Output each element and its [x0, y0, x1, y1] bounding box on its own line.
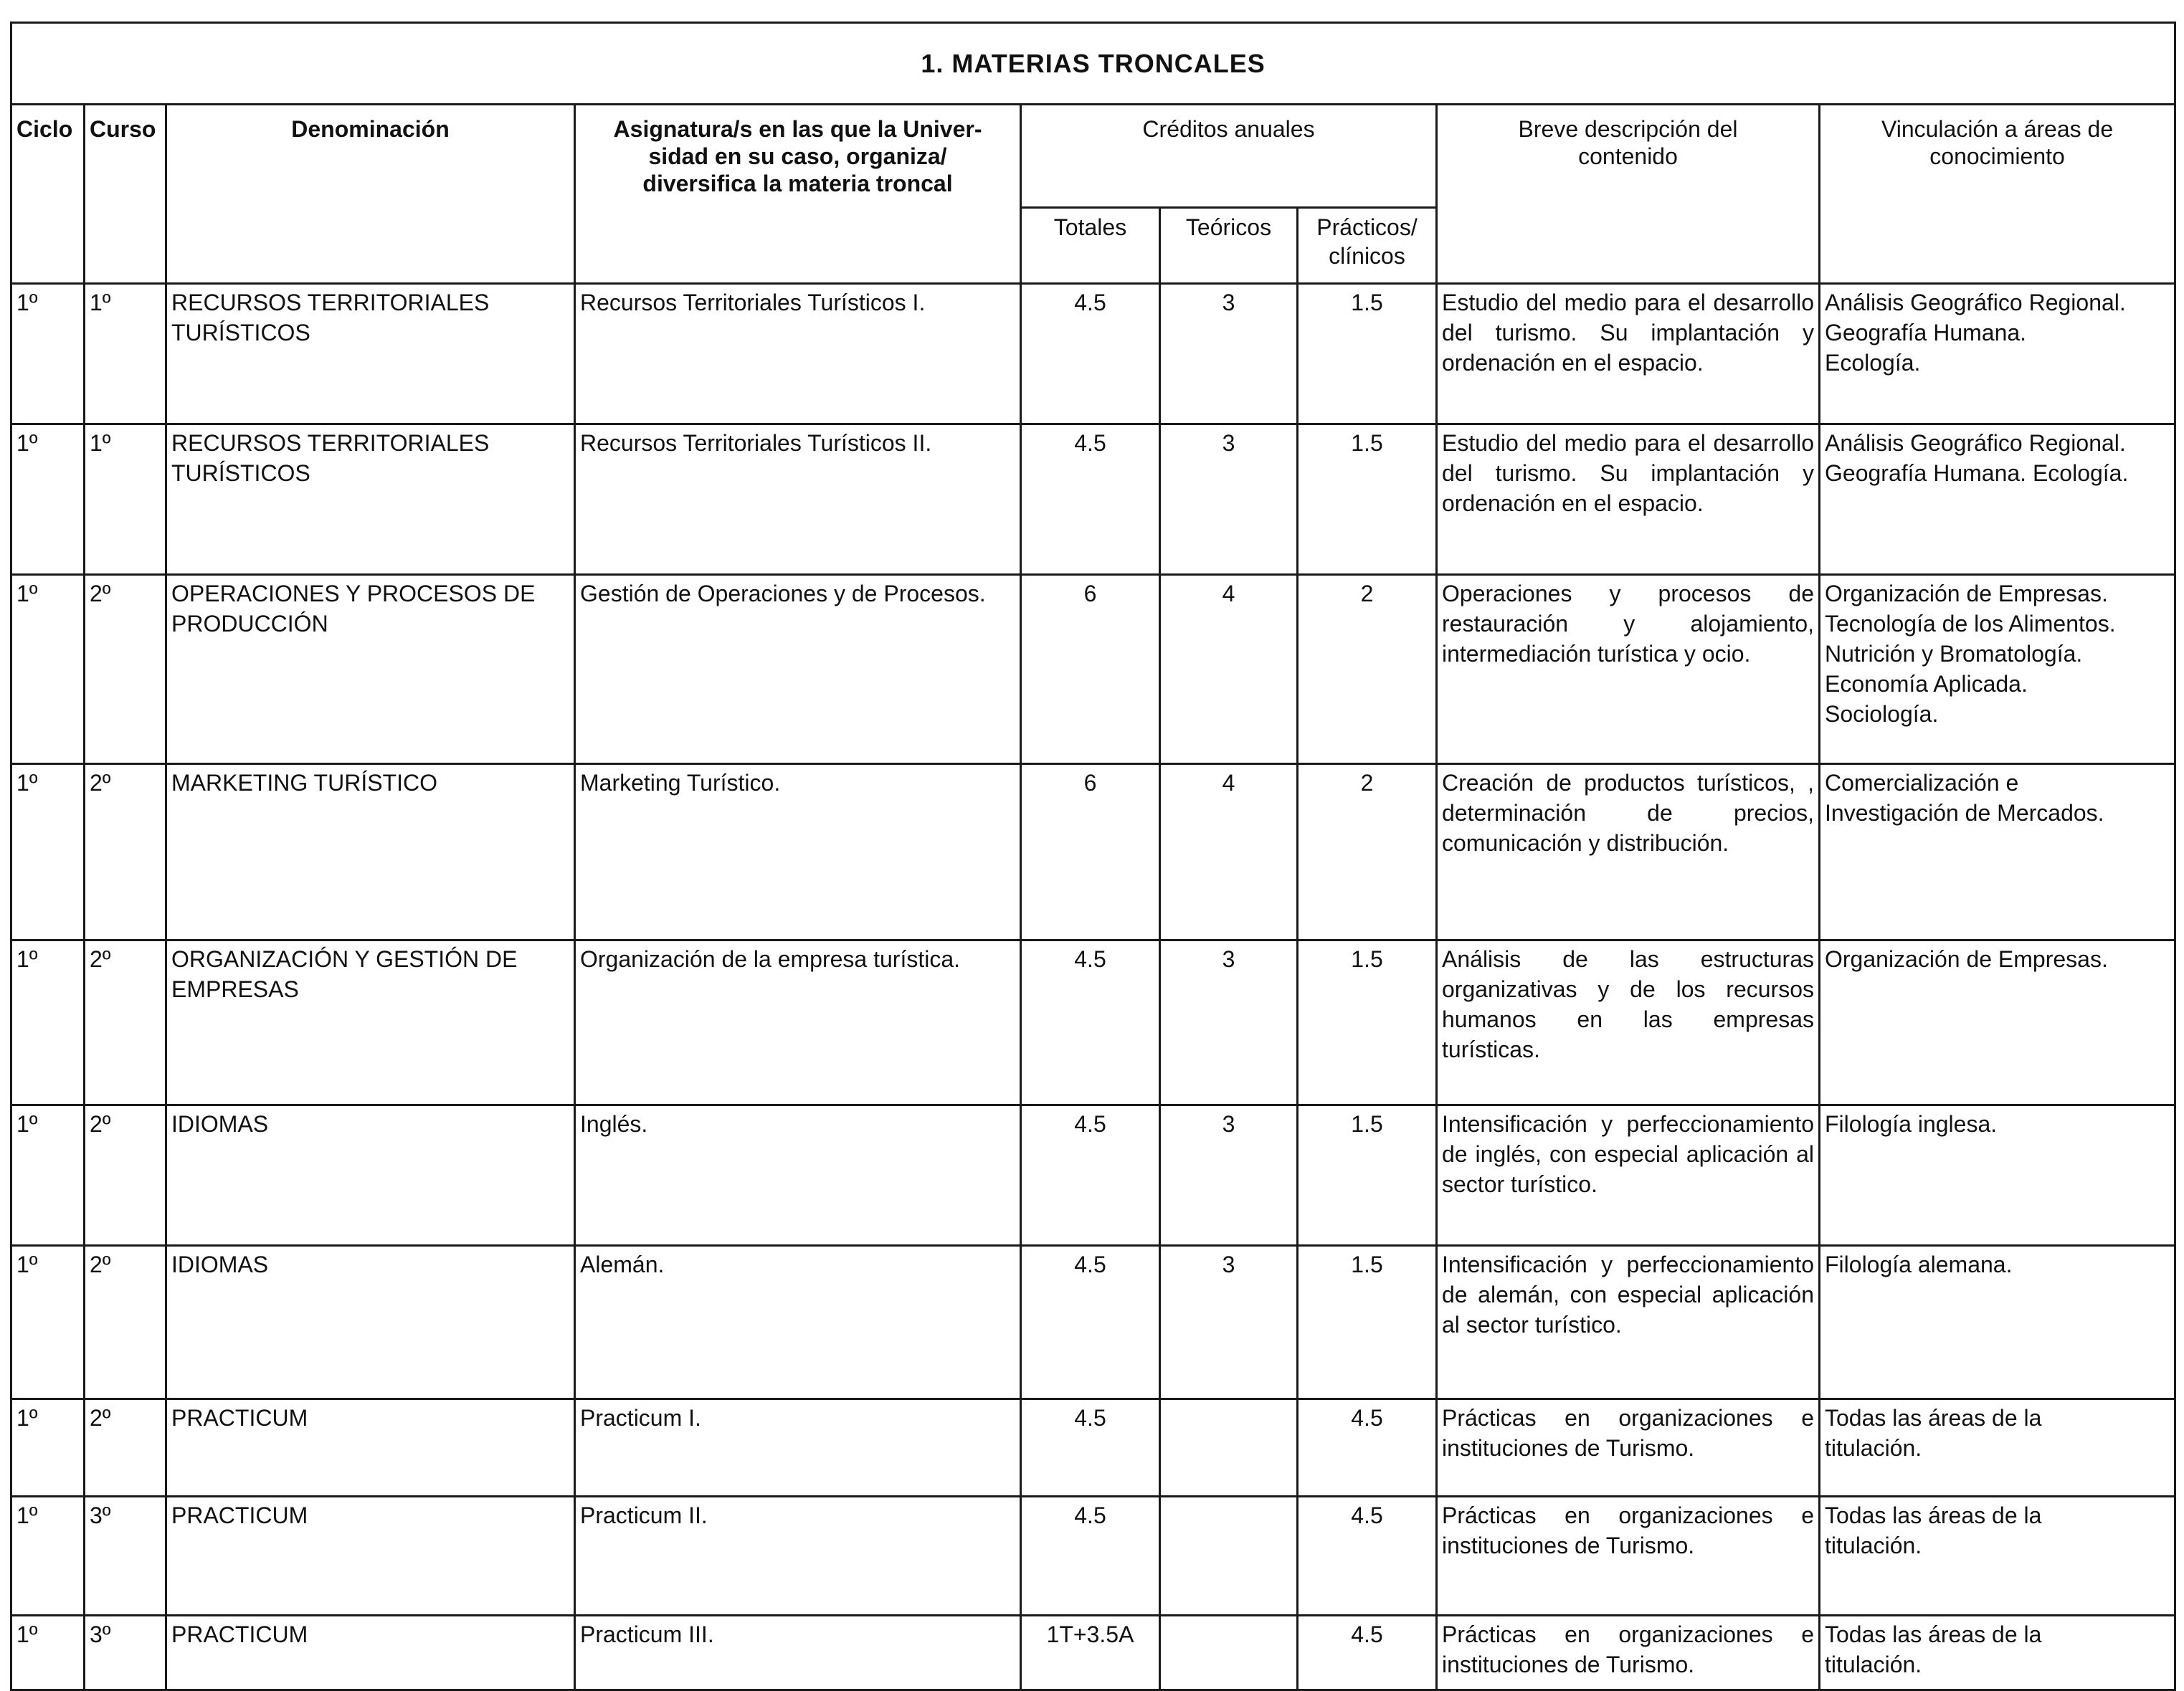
header-teoricos: Teóricos: [1160, 208, 1298, 284]
cell-teoricos: 4: [1160, 575, 1298, 764]
cell-vinculacion: [1820, 940, 2175, 1105]
vinculacion-area: Sociología.: [1825, 701, 1939, 727]
cell-vinculacion: [1820, 284, 2175, 424]
table-row: [11, 424, 2175, 575]
cell-denominacion: OPERACIONES Y PROCESOS DE PRODUCCIÓN: [166, 575, 575, 764]
cell-totales: 4.5: [1021, 284, 1160, 424]
cell-curso: 2º: [85, 940, 166, 1105]
table-row: [11, 1497, 2175, 1616]
vinculacion-area: Geografía Humana. Ecología.: [1825, 460, 2129, 486]
cell-asignatura: Alemán.: [575, 1246, 1021, 1399]
cell-teoricos: 3: [1160, 284, 1298, 424]
cell-teoricos: 3: [1160, 1246, 1298, 1399]
cell-asignatura: Gestión de Operaciones y de Procesos.: [575, 575, 1021, 764]
cell-curso: 3º: [85, 1497, 166, 1616]
cell-ciclo: 1º: [11, 1399, 85, 1497]
cell-vinculacion: [1820, 1105, 2175, 1246]
table-row: [11, 284, 2175, 424]
header-descripcion: [1437, 105, 1820, 284]
cell-totales: 6: [1021, 575, 1160, 764]
cell-vinculacion: [1820, 1399, 2175, 1497]
vinculacion-area: Organización de Empresas.: [1825, 946, 2108, 972]
cell-practicos: 1.5: [1298, 940, 1437, 1105]
cell-curso: 1º: [85, 284, 166, 424]
cell-ciclo: 1º: [11, 1246, 85, 1399]
cell-teoricos: [1160, 1399, 1298, 1497]
cell-descripcion: Prácticas en organizaciones e instituciones de Turismo.: [1437, 1616, 1820, 1690]
cell-asignatura: Recursos Territoriales Turísticos II.: [575, 424, 1021, 575]
cell-descripcion: Prácticas en organizaciones e instituciones de Turismo.: [1437, 1399, 1820, 1497]
cell-practicos: 2: [1298, 764, 1437, 940]
cell-practicos: 1.5: [1298, 284, 1437, 424]
cell-ciclo: 1º: [11, 284, 85, 424]
cell-totales: 4.5: [1021, 1246, 1160, 1399]
table-row: [11, 575, 2175, 764]
cell-asignatura: Inglés.: [575, 1105, 1021, 1246]
cell-teoricos: [1160, 1616, 1298, 1690]
cell-vinculacion: [1820, 1616, 2175, 1690]
header-asignaturas-line: sidad en su caso, organiza/: [648, 143, 947, 169]
table-row: [11, 940, 2175, 1105]
cell-denominacion: RECURSOS TERRITORIALES TURÍSTICOS: [166, 284, 575, 424]
cell-totales: 4.5: [1021, 1399, 1160, 1497]
vinculacion-area: Ecología.: [1825, 350, 1921, 376]
header-vinculacion: [1820, 105, 2175, 284]
cell-descripcion: Análisis de las estructuras organizativas y de los recursos humanos en las empresas turísticas.: [1437, 940, 1820, 1105]
header-asignaturas-line: Asignatura/s en las que la Univer-: [613, 116, 982, 142]
cell-descripcion: Estudio del medio para el desarrollo del turismo. Su implantación y ordenación en el espacio.: [1437, 284, 1820, 424]
cell-practicos: 1.5: [1298, 1246, 1437, 1399]
header-asignaturas: [575, 105, 1021, 284]
header-totales: Totales: [1021, 208, 1160, 284]
cell-ciclo: 1º: [11, 940, 85, 1105]
vinculacion-area: Análisis Geográfico Regional.: [1825, 430, 2126, 456]
vinculacion-area: Nutrición y Bromatología.: [1825, 641, 2083, 667]
cell-totales: 4.5: [1021, 1105, 1160, 1246]
cell-curso: 2º: [85, 1399, 166, 1497]
cell-practicos: 4.5: [1298, 1399, 1437, 1497]
vinculacion-area: titulación.: [1825, 1435, 1922, 1461]
cell-descripcion: Operaciones y procesos de restauración y alojamiento, intermediación turística y ocio.: [1437, 575, 1820, 764]
cell-curso: 3º: [85, 1616, 166, 1690]
cell-denominacion: PRACTICUM: [166, 1399, 575, 1497]
cell-curso: 2º: [85, 575, 166, 764]
header-ciclo: Ciclo: [11, 105, 85, 284]
cell-denominacion: MARKETING TURÍSTICO: [166, 764, 575, 940]
header-practicos: [1298, 208, 1437, 284]
cell-totales: 1T+3.5A: [1021, 1616, 1160, 1690]
cell-ciclo: 1º: [11, 1105, 85, 1246]
cell-totales: 4.5: [1021, 424, 1160, 575]
cell-teoricos: 4: [1160, 764, 1298, 940]
cell-ciclo: 1º: [11, 575, 85, 764]
cell-denominacion: PRACTICUM: [166, 1616, 575, 1690]
cell-practicos: 4.5: [1298, 1616, 1437, 1690]
cell-practicos: 1.5: [1298, 424, 1437, 575]
header-vinculacion-line: conocimiento: [1929, 143, 2065, 169]
header-practicos-line: clínicos: [1329, 243, 1405, 269]
cell-descripcion: Intensificación y perfeccionamiento de inglés, con especial aplicación al sector turístico.: [1437, 1105, 1820, 1246]
vinculacion-area: Organización de Empresas.: [1825, 581, 2108, 606]
vinculacion-area: titulación.: [1825, 1533, 1922, 1558]
cell-denominacion: IDIOMAS: [166, 1105, 575, 1246]
vinculacion-area: Economía Aplicada.: [1825, 671, 2028, 697]
cell-ciclo: 1º: [11, 1616, 85, 1690]
vinculacion-area: Geografía Humana.: [1825, 320, 2027, 346]
vinculacion-area: titulación.: [1825, 1652, 1922, 1677]
table-row: [11, 1105, 2175, 1246]
vinculacion-area: Tecnología de los Alimentos.: [1825, 611, 2116, 637]
vinculacion-area: Análisis Geográfico Regional.: [1825, 290, 2126, 315]
cell-descripcion: Prácticas en organizaciones e instituciones de Turismo.: [1437, 1497, 1820, 1616]
cell-practicos: 2: [1298, 575, 1437, 764]
cell-denominacion: PRACTICUM: [166, 1497, 575, 1616]
cell-vinculacion: [1820, 1497, 2175, 1616]
cell-vinculacion: [1820, 764, 2175, 940]
cell-vinculacion: [1820, 1246, 2175, 1399]
cell-denominacion: RECURSOS TERRITORIALES TURÍSTICOS: [166, 424, 575, 575]
cell-totales: 6: [1021, 764, 1160, 940]
cell-asignatura: Marketing Turístico.: [575, 764, 1021, 940]
header-descripcion-line: Breve descripción del: [1518, 116, 1738, 142]
table-row: [11, 1399, 2175, 1497]
materias-troncales-table: [10, 22, 2176, 1691]
table-row: [11, 764, 2175, 940]
cell-practicos: 4.5: [1298, 1497, 1437, 1616]
cell-totales: 4.5: [1021, 1497, 1160, 1616]
cell-asignatura: Practicum I.: [575, 1399, 1021, 1497]
cell-curso: 2º: [85, 1246, 166, 1399]
cell-ciclo: 1º: [11, 1497, 85, 1616]
cell-asignatura: Organización de la empresa turística.: [575, 940, 1021, 1105]
vinculacion-area: Filología inglesa.: [1825, 1111, 1998, 1137]
table-title: 1. MATERIAS TRONCALES: [11, 23, 2175, 105]
cell-denominacion: IDIOMAS: [166, 1246, 575, 1399]
cell-curso: 1º: [85, 424, 166, 575]
header-practicos-line: Prácticos/: [1316, 214, 1418, 240]
header-curso: Curso: [85, 105, 166, 284]
cell-descripcion: Intensificación y perfeccionamiento de alemán, con especial aplicación al sector turístico.: [1437, 1246, 1820, 1399]
cell-ciclo: 1º: [11, 424, 85, 575]
table-row: [11, 1616, 2175, 1690]
header-vinculacion-line: Vinculación a áreas de: [1881, 116, 2114, 142]
header-descripcion-line: contenido: [1578, 143, 1678, 169]
vinculacion-area: Todas las áreas de la: [1825, 1621, 2042, 1647]
cell-curso: 2º: [85, 764, 166, 940]
header-asignaturas-line: diversifica la materia troncal: [642, 171, 953, 196]
cell-denominacion: ORGANIZACIÓN Y GESTIÓN DE EMPRESAS: [166, 940, 575, 1105]
cell-teoricos: 3: [1160, 424, 1298, 575]
header-denominacion: Denominación: [166, 105, 575, 284]
cell-teoricos: [1160, 1497, 1298, 1616]
cell-totales: 4.5: [1021, 940, 1160, 1105]
cell-asignatura: Practicum II.: [575, 1497, 1021, 1616]
cell-vinculacion: [1820, 424, 2175, 575]
vinculacion-area: Todas las áreas de la: [1825, 1502, 2042, 1528]
table-row: [11, 1246, 2175, 1399]
cell-asignatura: Practicum III.: [575, 1616, 1021, 1690]
cell-ciclo: 1º: [11, 764, 85, 940]
cell-descripcion: Estudio del medio para el desarrollo del turismo. Su implantación y ordenación en el espacio.: [1437, 424, 1820, 575]
cell-teoricos: 3: [1160, 1105, 1298, 1246]
vinculacion-area: Comercialización e: [1825, 770, 2019, 796]
vinculacion-area: Investigación de Mercados.: [1825, 800, 2104, 826]
cell-vinculacion: [1820, 575, 2175, 764]
cell-practicos: 1.5: [1298, 1105, 1437, 1246]
materias-troncales-sheet: [10, 22, 2174, 1677]
cell-asignatura: Recursos Territoriales Turísticos I.: [575, 284, 1021, 424]
cell-teoricos: 3: [1160, 940, 1298, 1105]
cell-descripcion: Creación de productos turísticos, , determinación de precios, comunicación y distribución.: [1437, 764, 1820, 940]
vinculacion-area: Filología alemana.: [1825, 1252, 2013, 1277]
header-creditos-anuales: Créditos anuales: [1021, 105, 1437, 208]
cell-curso: 2º: [85, 1105, 166, 1246]
vinculacion-area: Todas las áreas de la: [1825, 1405, 2042, 1431]
